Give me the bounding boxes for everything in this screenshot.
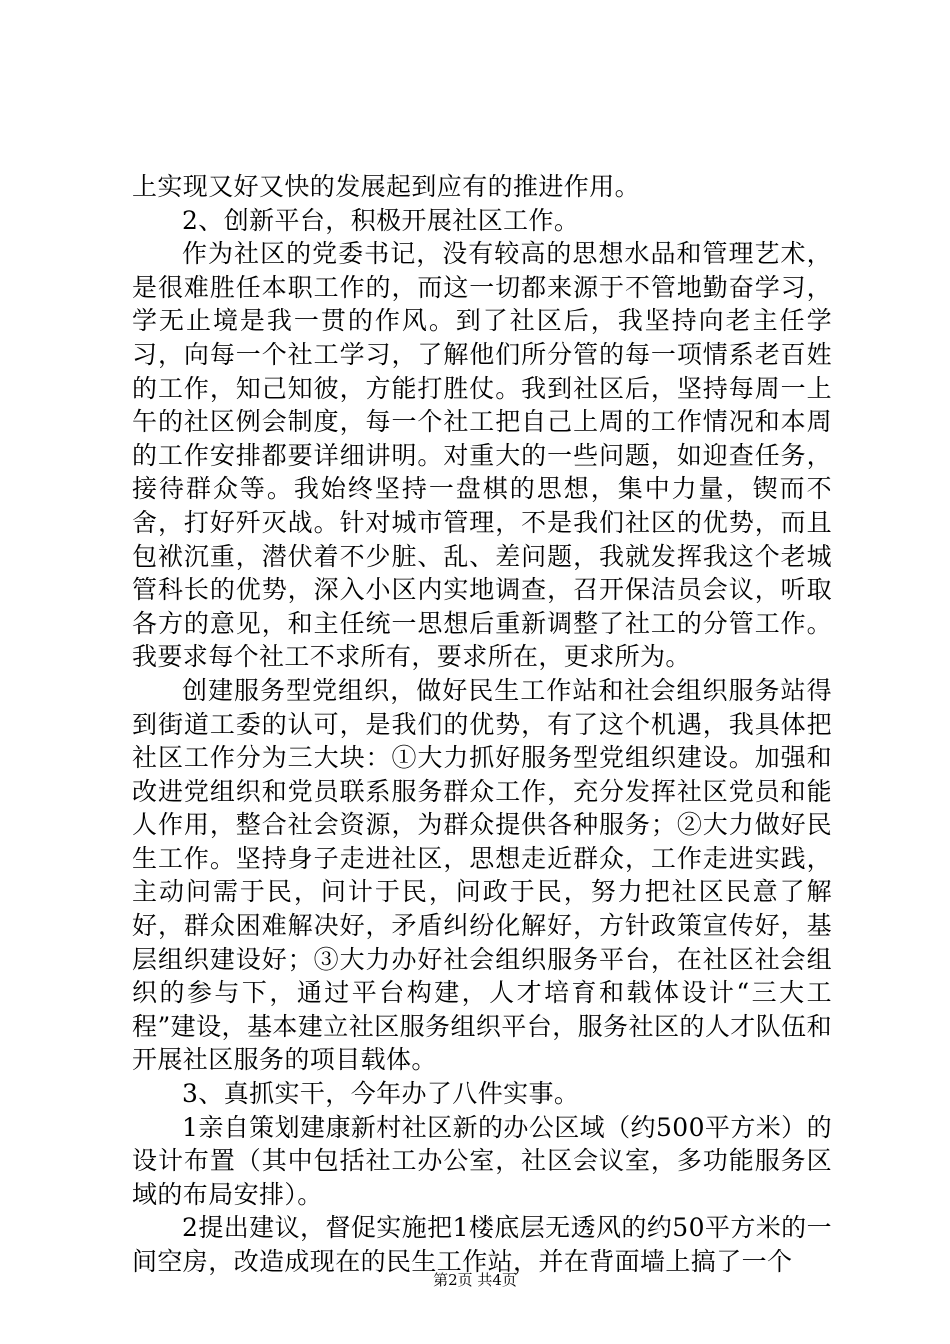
document-body: [132, 170, 832, 1279]
paragraph-7: 2提出建议，督促实施把1楼底层无透风的约50平方米的一间空房，改造成现在的民生工作站，并在背面墙上搞了一个: [132, 1213, 832, 1276]
paragraph-2-heading: 2、创新平台，积极开展社区工作。: [182, 205, 580, 235]
paragraph-1: 上实现又好又快的发展起到应有的推进作用。: [132, 172, 641, 201]
page-footer: 第2页 共4页: [433, 1271, 517, 1289]
paragraph-4: 创建服务型党组织，做好民生工作站和社会组织服务站得到街道工委的认可，是我们的优势，有了这个机遇，我具体把社区工作分为三大块：①大力抓好服务型党组织建设。加强和改进党组织和党员联系服务群众工作，充分发挥社区党员和能人作用，整合社会资源，为群众提供各种服务；②大力做好民生工作。坚持身子走进社区，思想走近群众，工作走进实践，主动问需于民，问计于民，问政于民，努力把社区民意了解好，群众困难解决好，矛盾纠纷化解好，方针政策宣传好，基层组织建设好；③大力办好社会组织服务平台，在社区社会组织的参与下，通过平台构建，人才培育和载体设计“三大工程”建设，基本建立社区服务组织平台，服务社区的人才队伍和开展社区服务的项目载体。: [132, 675, 832, 1075]
paragraph-5-heading: 3、真抓实干，今年办了八件实事。: [182, 1079, 580, 1109]
paragraph-6: 1亲自策划建康新村社区新的办公区域（约500平方米）的设计布置（其中包括社工办公室，社区会议室，多功能服务区域的布局安排）。: [132, 1112, 832, 1209]
paragraph-3: 作为社区的党委书记，没有较高的思想水品和管理艺术，是很难胜任本职工作的，而这一切都来源于不管地勤奋学习，学无止境是我一贯的作风。到了社区后，我坚持向老主任学习，向每一个社工学习，了解他们所分管的每一项情系老百姓的工作，知己知彼，方能打胜仗。我到社区后，坚持每周一上午的社区例会制度，每一个社工把自己上周的工作情况和本周的工作安排都要详细讲明。对重大的一些问题，如迎查任务，接待群众等。我始终坚持一盘棋的思想，集中力量，锲而不舍，打好歼灭战。针对城市管理，不是我们社区的优势，而且包袱沉重，潜伏着不少脏、乱、差问题，我就发挥我这个老城管科长的优势，深入小区内实地调查，召开保洁员会议，听取各方的意见，和主任统一思想后重新调整了社工的分管工作。我要求每个社工不求所有，要求所在，更求所为。: [132, 239, 832, 672]
